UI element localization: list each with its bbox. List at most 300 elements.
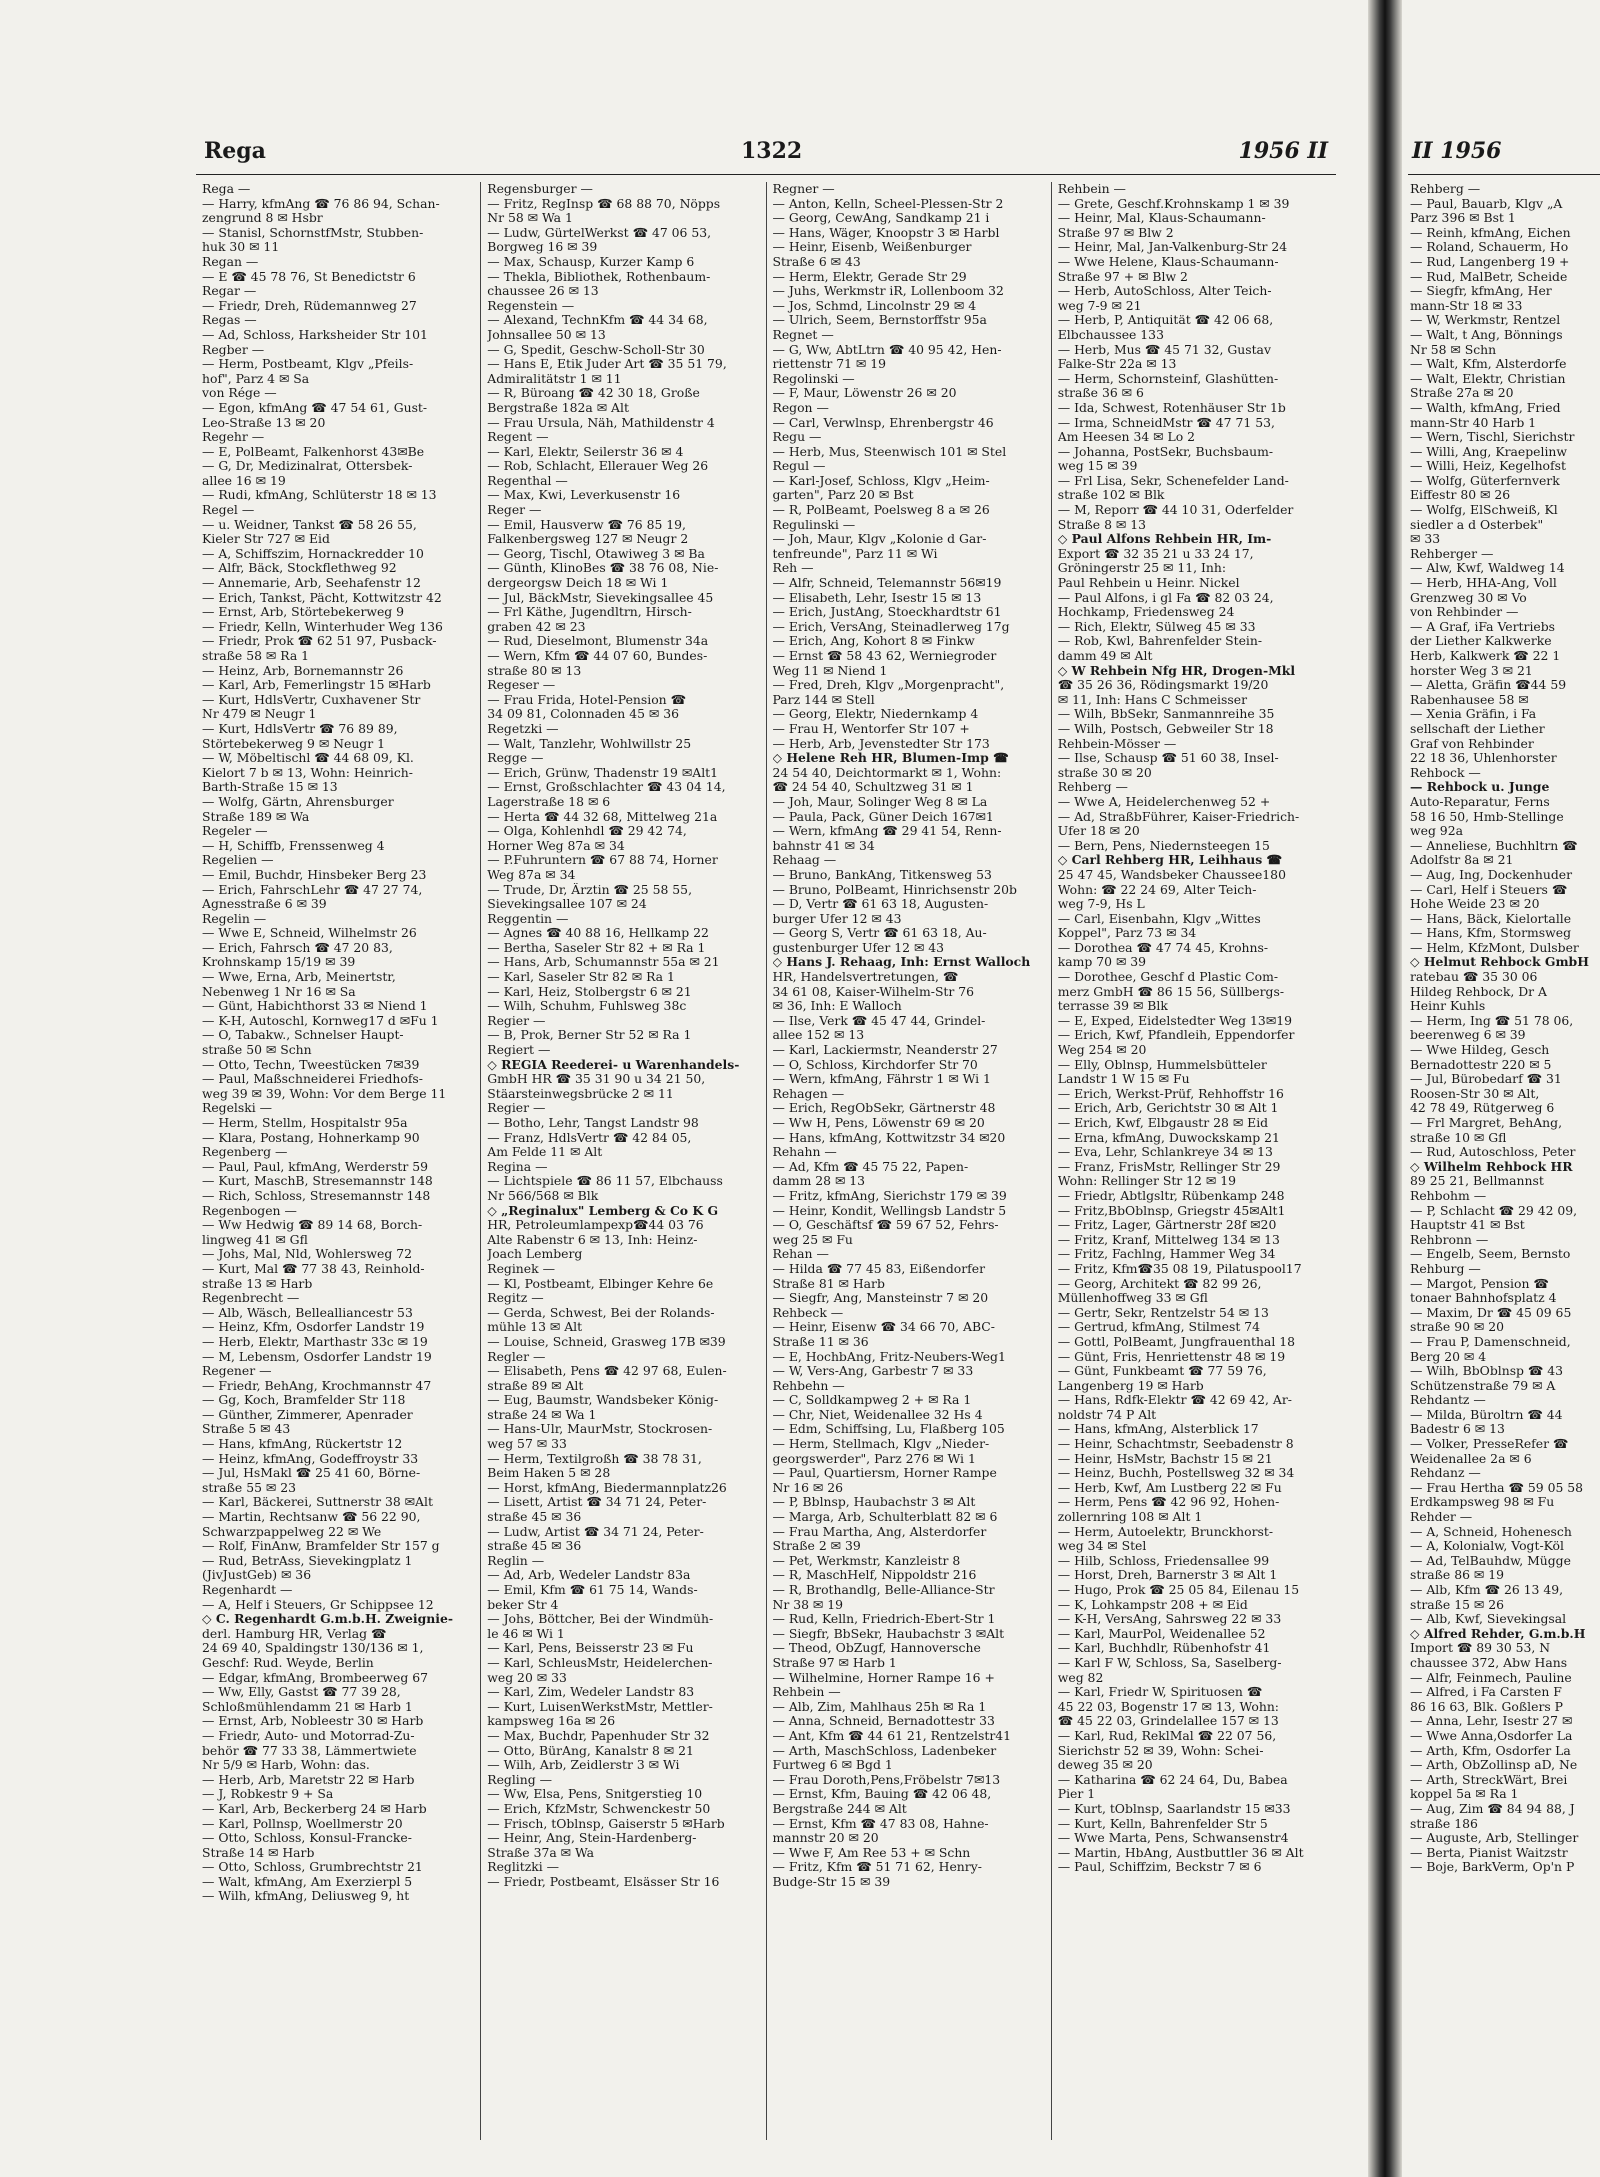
directory-entry: 89 25 21, Bellmannst [1410,1174,1544,1189]
directory-entry: — D, Vertr ☎ 61 63 18, Augusten- [772,897,989,912]
directory-entry: — Max, Schausp, Kurzer Kamp 6 [487,254,695,269]
directory-entry: straße 10 ✉ Gfl [1410,1130,1507,1145]
directory-entry: — E, PolBeamt, Falkenhorst 43✉Be [202,444,425,459]
directory-entry: — Herm, Ing ☎ 51 78 06, [1410,1013,1574,1028]
directory-entry: — Karl, Friedr W, Spirituosen ☎ [1057,1685,1263,1700]
directory-entry: — Willi, Heiz, Kegelhofst [1410,459,1566,474]
directory-entry: — Fritz, Kranf, Mittelweg 134 ✉ 13 [1057,1232,1280,1247]
directory-entry: — Ad, Schloss, Harksheider Str 101 [202,327,428,342]
directory-entry: — Max, Kwi, Leverkusenstr 16 [487,488,681,503]
directory-entry: siedler a d Osterbek" [1410,517,1544,532]
directory-entry: — Martin, Rechtsanw ☎ 56 22 90, [202,1510,421,1525]
directory-entry: — Eug, Baumstr, Wandsbeker König- [487,1393,719,1408]
directory-entry: Falke-Str 22a ✉ 13 [1057,357,1177,372]
directory-entry: — Grete, Geschf.Krohnskamp 1 ✉ 39 [1057,196,1290,211]
surname-heading: Rehbein-Mösser — [1057,736,1177,751]
directory-entry: — Kurt, HdlsVertr, Cuxhavener Str [202,692,421,707]
directory-entry: — Paul Alfons, i gl Fa ☎ 82 03 24, [1057,590,1274,605]
directory-entry: — Edm, Schiffsing, Lu, Flaßberg 105 [772,1422,1005,1437]
directory-entry: — Hilb, Schloss, Friedensallee 99 [1057,1553,1270,1568]
directory-entry: — Heinz, Arb, Bornemannstr 26 [202,663,404,678]
directory-entry: — Ludw, GürtelWerkst ☎ 47 06 53, [487,225,712,240]
directory-entry: — Jos, Schmd, Lincolnstr 29 ✉ 4 [772,298,977,313]
directory-entry: — Wwe F, Am Ree 53 + ✉ Schn [772,1845,971,1860]
directory-entry: — Edgar, kfmAng, Brombeerweg 67 [202,1670,428,1685]
directory-entry: Am Heesen 34 ✉ Lo 2 [1057,430,1196,445]
directory-entry: — Roland, Schauerm, Ho [1410,240,1569,255]
directory-entry: weg 15 ✉ 39 [1057,459,1138,474]
directory-entry: — Wwe Anna,Osdorfer La [1410,1728,1573,1743]
directory-entry: — Herta ☎ 44 32 68, Mittelweg 21a [487,809,718,824]
left-page [196,130,1336,2140]
surname-heading: Rehaag — [772,853,837,868]
directory-entry: — W, Möbeltischl ☎ 44 68 09, Kl. [202,751,414,766]
directory-entry: Roosen-Str 30 ✉ Alt, [1410,1086,1540,1101]
directory-entry: — Herm, Stellmach, Klgv „Nieder- [772,1437,990,1452]
directory-entry: beerenweg 6 ✉ 39 [1410,1028,1526,1043]
directory-entry: — Heinr, Eisenb, Weißenburger [772,240,972,255]
directory-entry: — Fritz, Kfm ☎ 51 71 62, Henry- [772,1860,982,1875]
directory-entry: merz GmbH ☎ 86 15 56, Süllbergs- [1057,984,1285,999]
directory-entry: — Günt, Funkbeamt ☎ 77 59 76, [1057,1364,1267,1379]
directory-entry: — Bertha, Saseler Str 82 + ✉ Ra 1 [487,940,706,955]
directory-entry: — P.Fuhruntern ☎ 67 88 74, Horner [487,853,718,868]
directory-entry: — Jul, BäckMstr, Sievekingsallee 45 [487,590,714,605]
directory-entry: — Rob, Kwl, Bahrenfelder Stein- [1057,634,1263,649]
directory-entry: — Anna, Lehr, Isestr 27 ✉ [1410,1714,1573,1729]
directory-entry: damm 49 ✉ Alt [1057,649,1153,663]
directory-entry: Hauptstr 41 ✉ Bst [1410,1218,1525,1233]
directory-entry: Kieler Str 727 ✉ Eid [202,532,330,547]
directory-entry: Kielort 7 b ✉ 13, Wohn: Heinrich- [202,765,413,780]
surname-heading: Regier — [487,1101,546,1116]
directory-entry: — A Graf, iFa Vertriebs [1410,619,1556,634]
directory-entry: — Frl Lisa, Sekr, Schenefelder Land- [1057,473,1289,488]
directory-entry: — M, Reporr ☎ 44 10 31, Oderfelder [1057,503,1294,518]
surname-heading: Regge — [487,751,544,766]
directory-entry: — Elisabeth, Pens ☎ 42 97 68, Eulen- [487,1364,727,1379]
directory-entry: — Herb, HHA-Ang, Voll [1410,576,1557,591]
directory-entry: Ufer 18 ✉ 20 [1057,824,1140,839]
directory-entry: — K, Lohkampstr 208 + ✉ Eid [1057,1597,1248,1612]
directory-entry: — Fritz, kfmAng, Sierichstr 179 ✉ 39 [772,1188,1007,1203]
surname-heading: Regeler — [202,824,268,839]
surname-heading: Regier — [487,1013,546,1028]
surname-heading: Regul — [772,459,826,474]
directory-entry: — Alexand, TechnKfm ☎ 44 34 68, [487,313,708,328]
directory-entry: — Kurt, tOblnsp, Saarlandstr 15 ✉33 [1057,1801,1291,1816]
directory-entry: ◇ Paul Alfons Rehbein HR, Im- [1057,532,1272,547]
directory-entry: — Alfr, Feinmech, Pauline [1410,1670,1572,1685]
surname-heading: Regu — [772,430,822,445]
directory-entry: — Ww, Elsa, Pens, Snitgerstieg 10 [487,1787,703,1802]
directory-entry: — Ad, Arb, Wedeler Landstr 83a [487,1568,691,1583]
surname-heading: Rehberg — [1057,780,1128,795]
directory-entry: Langenberg 19 ✉ Harb [1057,1378,1204,1393]
directory-entry: — Wwe Helene, Klaus-Schaumann- [1057,254,1279,269]
directory-entry: — Karl, SchleusMstr, Heidelerchen- [487,1655,713,1670]
directory-entry: straße 45 ✉ 36 [487,1510,582,1525]
directory-entry: Hildeg Rehbock, Dr A [1410,984,1547,999]
directory-entry: — Wern, kfmAng ☎ 29 41 54, Renn- [772,824,1002,839]
directory-entry: burger Ufer 12 ✉ 43 [772,911,902,926]
directory-entry: — Heinr, HsMstr, Bachstr 15 ✉ 21 [1057,1451,1273,1466]
directory-entry: straße 50 ✉ Schn [202,1043,312,1058]
directory-entry: — Fred, Dreh, Klgv „Morgenpracht", [772,678,1005,693]
directory-entry: — Karl F W, Schloss, Sa, Saselberg- [1057,1655,1282,1670]
directory-entry: ◇ „Reginalux" Lemberg & Co K G [487,1203,719,1218]
surname-heading: Rehbein — [772,1685,841,1700]
page-header-right [1408,130,1600,175]
directory-entry: — Wern, Kfm ☎ 44 07 60, Bundes- [487,649,708,663]
directory-entry: — Ulrich, Seem, Bernstorffstr 95a [772,313,987,328]
directory-entry: Krohnskamp 15/19 ✉ 39 [202,955,356,970]
surname-heading: Reggentin — [487,911,569,926]
directory-entry: straße 15 ✉ 26 [1410,1597,1504,1612]
directory-entry: — Wilh, BbOblnsp ☎ 43 [1410,1364,1564,1379]
directory-entry: Geschf: Rud. Weyde, Berlin [202,1655,374,1670]
directory-entry: straße 186 [1410,1816,1478,1831]
directory-entry: ◇ Helmut Rehbock GmbH [1410,955,1589,970]
directory-entry: — Karl, Rud, ReklMal ☎ 22 07 56, [1057,1728,1277,1743]
directory-entry: mühle 13 ✉ Alt [487,1320,583,1335]
directory-entry: — Wolfg, Güterfernverk [1410,473,1560,488]
directory-entry: — Wern, kfmAng, Fährstr 1 ✉ Wi 1 [772,1072,991,1087]
directory-entry: — Heinr, Mal, Jan-Valkenburg-Str 24 [1057,240,1288,255]
directory-entry: — Siegfr, kfmAng, Her [1410,284,1552,299]
directory-entry: — P, Bblnsp, Haubachstr 3 ✉ Alt [772,1495,976,1510]
directory-entry: — Alb, Zim, Mahlhaus 25h ✉ Ra 1 [772,1699,987,1714]
directory-entry: Nr 58 ✉ Schn [1410,342,1497,357]
directory-entry: — Gertrud, kfmAng, Stilmest 74 [1057,1320,1261,1335]
directory-entry: Straße 6 ✉ 43 [772,254,861,269]
directory-entry: — Karl, Saseler Str 82 ✉ Ra 1 [487,970,675,985]
directory-entry: — Erich, Arb, Gerichtstr 30 ✉ Alt 1 [1057,1101,1279,1116]
surname-heading: Regar — [202,284,257,299]
directory-entry: — Walth, kfmAng, Fried [1410,400,1561,415]
directory-entry: — Horst, kfmAng, Biedermannplatz26 [487,1480,727,1495]
directory-entry: mann-Str 40 Harb 1 [1410,415,1537,430]
directory-entry: — Otto, Techn, Tweestücken 7✉39 [202,1057,420,1072]
directory-entry: — Erich, RegObSekr, Gärtnerstr 48 [772,1101,996,1116]
directory-entry: — Erich, FahrschLehr ☎ 47 27 74, [202,882,423,897]
directory-entry: Budge-Str 15 ✉ 39 [772,1874,891,1889]
directory-entry: — Egon, kfmAng ☎ 47 54 61, Gust- [202,400,428,415]
directory-entry: Am Felde 11 ✉ Alt [487,1145,603,1160]
directory-entry: — Erich, Kwf, Elbgaustr 28 ✉ Eid [1057,1116,1269,1130]
directory-entry: 34 61 08, Kaiser-Wilhelm-Str 76 [772,984,975,999]
directory-entry: 25 47 45, Wandsbeker Chaussee180 [1057,867,1286,882]
directory-entry: straße 90 ✉ 20 [1410,1320,1504,1335]
directory-entry: Straße 8 ✉ 13 [1057,517,1146,532]
surname-heading: von Rehbinder — [1410,605,1519,620]
directory-entry: — Ww Hedwig ☎ 89 14 68, Borch- [202,1218,423,1233]
directory-entry: Graf von Rehbinder [1410,736,1534,751]
directory-entry: — Alfred, i Fa Carsten F [1410,1685,1562,1700]
directory-entry: — Karl, Bäckerei, Suttnerstr 38 ✉Alt [202,1495,433,1510]
directory-entry: — Rud, Kelln, Friedrich-Ebert-Str 1 [772,1612,996,1627]
directory-entry: — Wilh, kfmAng, Deliusweg 9, ht [202,1889,410,1904]
directory-entry: ◇ Hans J. Rehaag, Inh: Ernst Walloch [772,955,1031,970]
directory-entry: Nebenweg 1 Nr 16 ✉ Sa [202,984,356,999]
directory-entry: Nr 38 ✉ 19 [772,1597,843,1612]
directory-entry: — Hans, Arb, Schumannstr 55a ✉ 21 [487,955,720,970]
directory-entry: — Elly, Oblnsp, Hummelsbütteler [1057,1057,1267,1072]
directory-entry: — R, MaschHelf, Nippoldstr 216 [772,1568,977,1583]
surname-heading: Regner — [772,182,835,196]
directory-entry: — Juhs, Werkmstr iR, Lollenboom 32 [772,284,1004,299]
directory-column-1 [196,182,480,2140]
directory-entry: tenfreunde", Parz 11 ✉ Wi [772,546,938,561]
surname-heading: Rehan — [772,1247,829,1262]
directory-entry: — Johs, Böttcher, Bei der Windmüh- [487,1612,714,1627]
directory-entry: — O, Schloss, Kirchdorfer Str 70 [772,1057,978,1072]
directory-entry: Straße 189 ✉ Wa [202,809,310,824]
directory-entry: — Rolf, FinAnw, Bramfelder Str 157 g [202,1539,440,1554]
directory-entry: weg 20 ✉ 33 [487,1670,567,1685]
directory-entry: bahnstr 41 ✉ 34 [772,838,875,853]
directory-entry: — Carl, Verwlnsp, Ehrenbergstr 46 [772,415,994,430]
directory-entry: — Agnes ☎ 40 88 16, Hellkamp 22 [487,926,709,941]
directory-entry: — Karl, Heiz, Stolbergstr 6 ✉ 21 [487,984,692,999]
directory-entry: — Herb, Elektr, Marthastr 33c ✉ 19 [202,1334,428,1349]
directory-entry: 58 16 50, Hmb-Stellinge [1410,809,1564,824]
directory-entry: Straße 81 ✉ Harb [772,1276,885,1291]
directory-entry: Furtweg 6 ✉ Bgd 1 [772,1758,893,1773]
directory-entry: ◇ Wilhelm Rehbock HR [1410,1159,1573,1174]
directory-entry: — Rud, Langenberg 19 + [1410,254,1570,269]
directory-entry: Weidenallee 2a ✉ 6 [1410,1451,1532,1466]
directory-entry: Joach Lemberg [487,1247,583,1262]
directory-entry: — Alb, Kwf, Sievekingsal [1410,1612,1567,1627]
surname-heading: Regber — [202,342,265,357]
directory-entry: — Trude, Dr, Ärztin ☎ 25 58 55, [487,882,693,897]
directory-entry: — Friedr, Dreh, Rüdemannweg 27 [202,298,417,313]
directory-entry: — Ilse, Schausp ☎ 51 60 38, Insel- [1057,751,1279,766]
directory-entry: — Elisabeth, Lehr, Isestr 15 ✉ 13 [772,590,982,605]
directory-entry: — R, Büroang ☎ 42 30 18, Große [487,386,700,401]
directory-entry: Parz 144 ✉ Stell [772,692,875,707]
surname-heading: Rehberg — [1410,182,1481,196]
directory-entry: — Ida, Schwest, Rotenhäuser Str 1b [1057,400,1286,415]
directory-entry: — Margot, Pension ☎ [1410,1276,1549,1291]
directory-entry: — Theod, ObZugf, Hannoversche [772,1641,981,1656]
directory-entry: — Heinr, Kondit, Wellingsb Landstr 5 [772,1203,1007,1218]
directory-entry: — Ad, TelBauhdw, Mügge [1410,1553,1571,1568]
directory-entry: ◇ Carl Rehberg HR, Leihhaus ☎ [1057,853,1282,868]
directory-entry: graben 42 ✉ 23 [487,619,586,634]
directory-entry: — Engelb, Seem, Bernsto [1410,1247,1571,1262]
directory-entry: Hochkamp, Friedensweg 24 [1057,605,1235,620]
directory-entry: — Anton, Kelln, Scheel-Plessen-Str 2 [772,196,1004,211]
directory-entry: straße 102 ✉ Blk [1057,488,1165,503]
directory-entry: — Rich, Schloss, Stresemannstr 148 [202,1188,431,1203]
directory-entry: — Arth, Kfm, Osdorfer La [1410,1743,1571,1758]
directory-entry: — Emil, Buchdr, Hinsbeker Berg 23 [202,867,427,882]
directory-entry: — Botho, Lehr, Tangst Landstr 98 [487,1116,699,1130]
directory-entry: — Heinz, Buchh, Postellsweg 32 ✉ 34 [1057,1466,1295,1481]
directory-entry: sellschaft der Liether [1410,721,1545,736]
directory-entry: mannstr 20 ✉ 20 [772,1831,879,1846]
surname-heading: Regolinski — [772,371,855,386]
directory-entry: — Ludw, Artist ☎ 34 71 24, Peter- [487,1524,704,1539]
directory-entry: — Wwe, Erna, Arb, Meinertstr, [202,970,396,985]
directory-entry: — Max, Buchdr, Papenhuder Str 32 [487,1728,710,1743]
directory-entry: — Paula, Pack, Güner Deich 167✉1 [772,809,994,824]
surname-heading: Regler — [487,1349,546,1364]
directory-entry: — Frl Käthe, Jugendltrn, Hirsch- [487,605,692,620]
surname-heading: Regenhardt — [202,1583,293,1597]
directory-entry: — Rudi, kfmAng, Schlüterstr 18 ✉ 13 [202,488,437,503]
directory-entry: — B, Prok, Berner Str 52 ✉ Ra 1 [487,1028,692,1043]
directory-entry: — Erich, VersAng, Steinadlerweg 17g [772,619,1010,634]
directory-entry: — Paul, Maßschneiderei Friedhofs- [202,1072,423,1087]
directory-entry: — Hans, Bäck, Kielortalle [1410,911,1572,926]
directory-entry: — R, PolBeamt, Poelsweg 8 a ✉ 26 [772,503,990,518]
directory-entry: — Herm, Textilgroßh ☎ 38 78 31, [487,1451,702,1466]
directory-entry: straße 13 ✉ Harb [202,1276,313,1291]
directory-entry: — Arth, StreckWärt, Brei [1410,1772,1568,1787]
directory-entry: terrasse 39 ✉ Blk [1057,999,1168,1014]
directory-entry: koppel 5a ✉ Ra 1 [1410,1787,1519,1802]
directory-entry: Straße 5 ✉ 43 [202,1422,291,1437]
directory-column-2 [480,182,765,2140]
surname-heading: Rehbronn — [1410,1232,1489,1247]
directory-entry: — Wwe Marta, Pens, Schwansenstr4 [1057,1831,1289,1846]
directory-entry: Müllenhoffweg 33 ✉ Gfl [1057,1291,1208,1306]
directory-entry: Straße 27a ✉ 20 [1410,386,1514,401]
directory-entry: Landstr 1 W 15 ✉ Fu [1057,1072,1190,1087]
directory-entry: Falkenbergsweg 127 ✉ Neugr 2 [487,532,689,547]
directory-entry: ◇ W Rehbein Nfg HR, Drogen-Mkl [1057,663,1296,678]
directory-entry: — Herm, Elektr, Gerade Str 29 [772,269,967,284]
directory-entry: 22 18 36, Uhlenhorster [1410,751,1557,766]
directory-entry: — G, Spedit, Geschw-Scholl-Str 30 [487,342,705,357]
directory-entry: riettenstr 71 ✉ 19 [772,357,886,372]
directory-entry: derl. Hamburg HR, Verlag ☎ [202,1626,387,1641]
directory-entry: — Walt, Kfm, Alsterdorfe [1410,357,1567,372]
directory-entry: — Alb, Wäsch, Bellealliancestr 53 [202,1305,413,1320]
directory-entry: mann-Str 18 ✉ 33 [1410,298,1523,313]
directory-entry: — Stanisl, SchornstfMstr, Stubben- [202,225,424,240]
surname-heading: Reger — [487,503,542,518]
directory-entry: — Kurt, Mal ☎ 77 38 43, Reinhold- [202,1261,425,1276]
surname-heading: Regas — [202,313,257,328]
directory-entry: — Ilse, Verk ☎ 45 47 44, Grindel- [772,1013,986,1028]
directory-entry: zollernring 108 ✉ Alt 1 [1057,1510,1203,1525]
directory-entry: kampsweg 16a ✉ 26 [487,1714,616,1729]
directory-entry: — Walt, Tanzlehr, Wohlwillstr 25 [487,736,692,751]
directory-entry: Bergstraße 182a ✉ Alt [487,400,629,415]
directory-entry: Weg 254 ✉ 20 [1057,1043,1147,1058]
surname-heading: Rehdanz — [1410,1466,1481,1481]
directory-entry: — Walt, kfmAng, Am Exerzierpl 5 [202,1874,413,1889]
directory-entry: — Fritz, RegInsp ☎ 68 88 70, Nöpps [487,196,721,211]
surname-heading: Regel — [202,503,255,518]
directory-entry: Borgweg 16 ✉ 39 [487,240,598,255]
directory-entry: — Herb, Arb, Jevenstedter Str 173 [772,736,990,751]
directory-entry: — Gerda, Schwest, Bei der Rolands- [487,1305,715,1320]
directory-entry: damm 28 ✉ 13 [772,1174,866,1189]
surname-heading: Regehr — [202,430,265,445]
surname-heading: Rega — [202,182,251,196]
directory-entry: — Herm, Schornsteinf, Glashütten- [1057,371,1279,386]
book-gutter [1368,0,1402,2177]
directory-entry: — Frl Margret, BehAng, [1410,1116,1563,1130]
directory-entry: GmbH HR ☎ 35 31 90 u 34 21 50, [487,1072,706,1087]
directory-entry: — Karl, Pollnsp, Woellmerstr 20 [202,1816,403,1831]
directory-entry: Straße 14 ✉ Harb [202,1845,315,1860]
directory-entry: — Herb, Arb, Maretstr 22 ✉ Harb [202,1772,415,1787]
directory-entry: Barth-Straße 15 ✉ 13 [202,780,338,795]
directory-entry: — Gottl, PolBeamt, Jungfrauenthal 18 [1057,1334,1295,1349]
directory-entry: Leo-Straße 13 ✉ 20 [202,415,326,430]
directory-entry: Nr 5/9 ✉ Harb, Wohn: das. [202,1758,370,1773]
directory-entry: — Walt, t Ang, Bönnings [1410,327,1563,342]
directory-entry: Weg 11 ✉ Niend 1 [772,663,888,678]
directory-entry: — P, Schlacht ☎ 29 42 09, [1410,1203,1578,1218]
surname-heading: Regenbrecht — [202,1291,300,1306]
surname-heading: Regnet — [772,327,834,342]
directory-entry: beker Str 4 [487,1597,559,1612]
directory-entry: — Ernst, Arb, Nobleestr 30 ✉ Harb [202,1714,424,1729]
directory-entry: — Gertr, Sekr, Rentzelstr 54 ✉ 13 [1057,1305,1269,1320]
directory-entry: — Rud, Dieselmont, Blumenstr 34a [487,634,709,649]
directory-entry: — Fritz, Lager, Gärtnerstr 28f ✉20 [1057,1218,1277,1233]
surname-heading: Regener — [202,1364,272,1379]
directory-entry: — G, Ww, AbtLtrn ☎ 40 95 42, Hen- [772,342,1002,357]
directory-entry: straße 24 ✉ Wa 1 [487,1407,597,1422]
directory-entry: horster Weg 3 ✉ 21 [1410,663,1533,678]
directory-entry: Auto-Reparatur, Ferns [1410,794,1550,809]
surname-heading: Reh — [772,561,814,576]
directory-entry: — Walt, Elektr, Christian [1410,371,1566,386]
directory-entry: — Paul, Schiffzim, Beckstr 7 ✉ 6 [1057,1860,1262,1875]
directory-entry: Schloßmühlendamm 21 ✉ Harb 1 [202,1699,413,1714]
directory-entry: — Herm, Stellm, Hospitalstr 95a [202,1116,408,1130]
surname-heading: von Rége — [202,386,277,401]
directory-entry: weg 92a [1410,824,1463,839]
directory-entry: — Reinh, kfmAng, Eichen [1410,225,1571,240]
directory-entry: — Alb, Kfm ☎ 26 13 49, [1410,1583,1564,1597]
directory-entry: — Ant, Kfm ☎ 44 61 21, Rentzelstr41 [772,1728,1012,1743]
directory-entry: — Siegfr, BbSekr, Haubachstr 3 ✉Alt [772,1626,1005,1641]
surname-heading: Regitz — [487,1291,544,1306]
surname-heading: Regetzki — [487,721,559,736]
directory-entry: — Karl, Lackiermstr, Neanderstr 27 [772,1043,998,1058]
directory-entry: le 46 ✉ Wi 1 [487,1626,565,1641]
directory-entry: — O, Tabakw., Schnelser Haupt- [202,1028,404,1043]
directory-entry: — A, Kolonialw, Vogt-Köl [1410,1539,1564,1554]
surname-heading: Regelin — [202,911,267,926]
directory-entry: — Kurt, Kelln, Bahrenfelder Str 5 [1057,1816,1268,1831]
directory-entry: — Joh, Maur, Solinger Weg 8 ✉ La [772,794,988,809]
directory-entry: HR, Handelsvertretungen, ☎ [772,970,959,985]
directory-entry: ◇ Alfred Rehder, G.m.b.H [1410,1626,1586,1641]
directory-entry: — Frau Hertha ☎ 59 05 58 [1410,1480,1584,1495]
directory-entry: — Paul, Bauarb, Klgv „A [1410,196,1563,211]
directory-entry: allee 16 ✉ 19 [202,473,286,488]
surname-heading: Rehbock — [1410,765,1481,780]
directory-entry: straße 55 ✉ 23 [202,1480,296,1495]
directory-entry: Weg 87a ✉ 34 [487,867,576,882]
directory-entry: — Wern, Tischl, Sierichstr [1410,430,1575,445]
directory-entry: — Georg, Architekt ☎ 82 99 26, [1057,1276,1262,1291]
directory-entry: Bergstraße 244 ✉ Alt [772,1801,907,1816]
directory-entry: — Erich, Ang, Kohort 8 ✉ Finkw [772,634,975,649]
directory-entry: — Aug, Zim ☎ 84 94 88, J [1410,1801,1575,1816]
surname-heading: Rehbeck — [772,1305,844,1320]
